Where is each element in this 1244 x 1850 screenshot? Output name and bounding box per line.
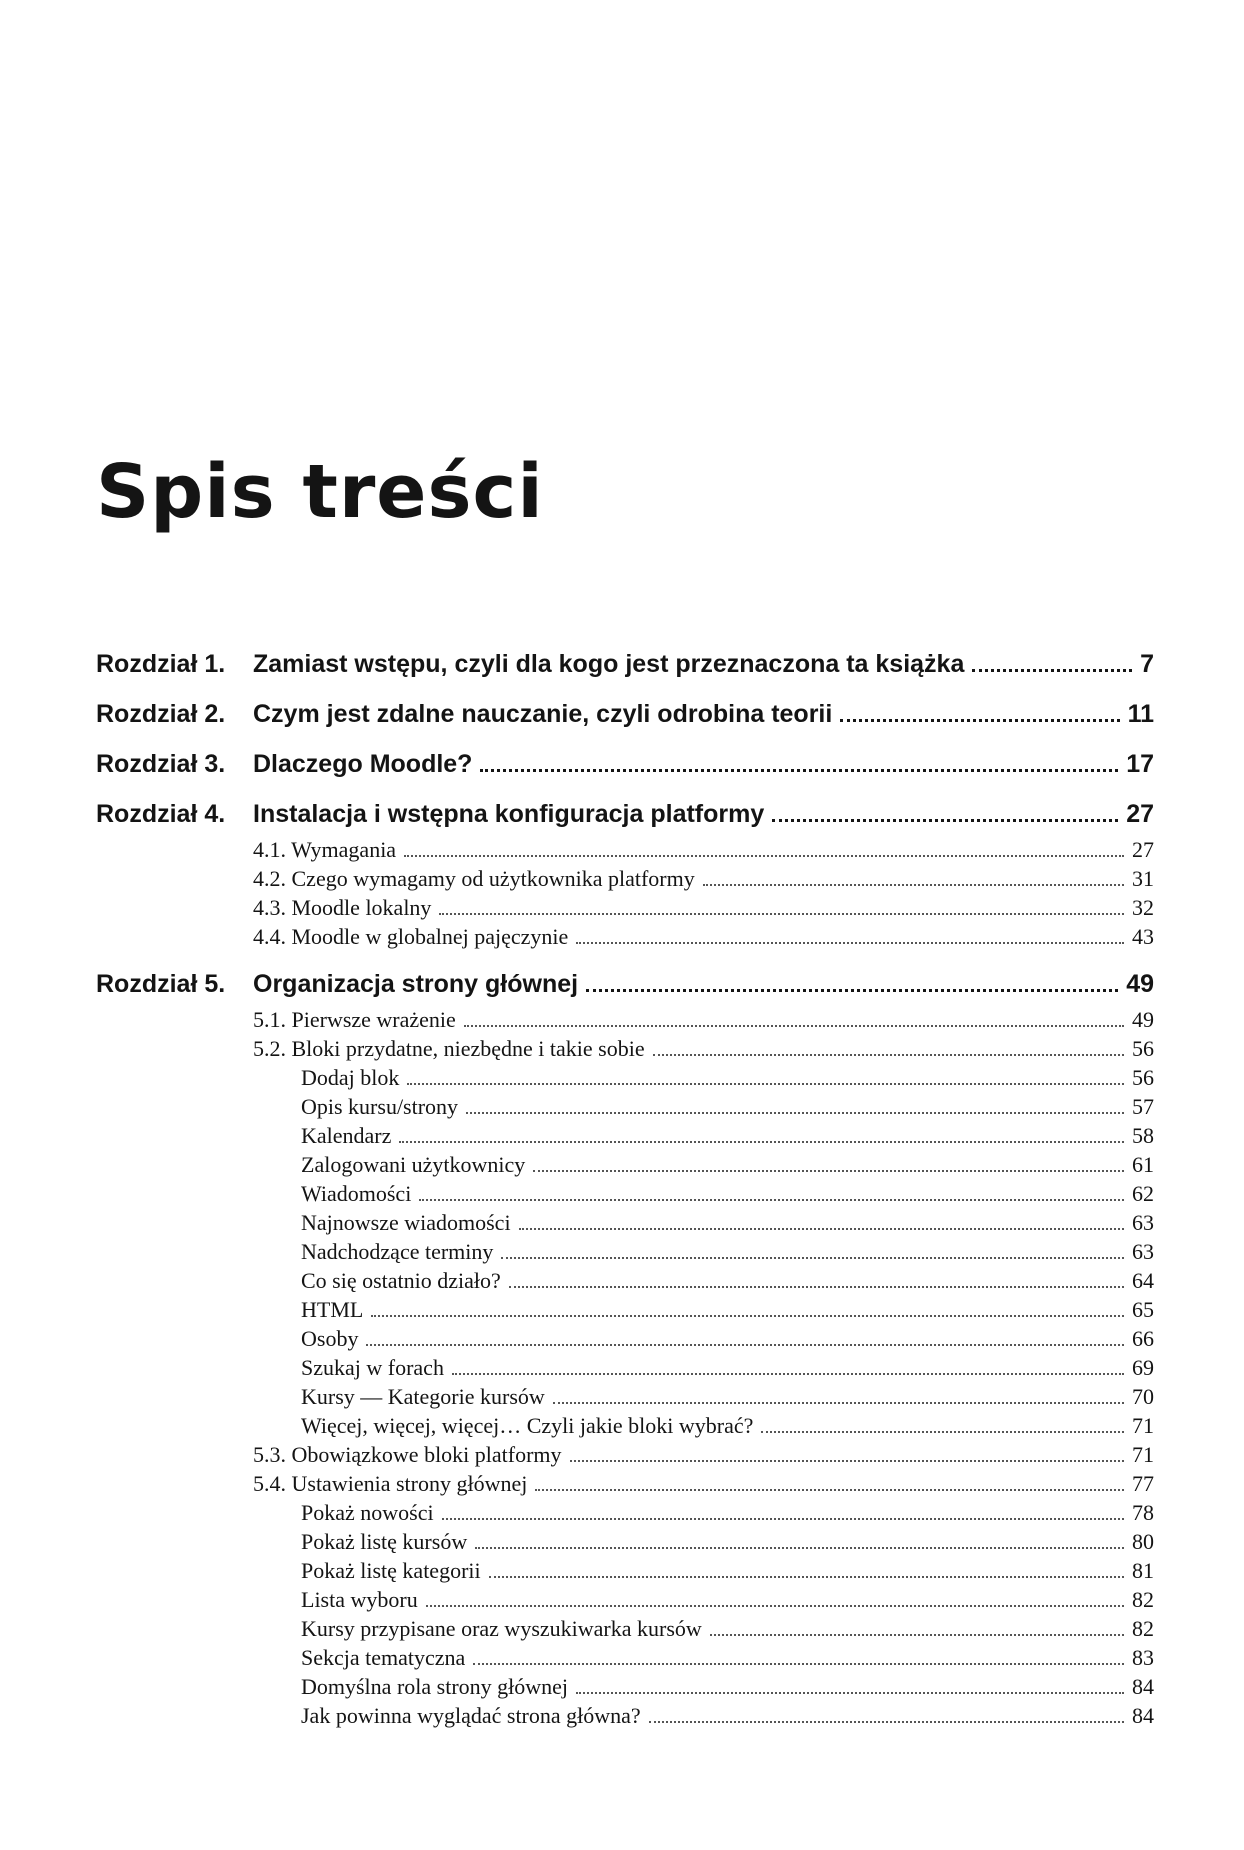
- chapter-number: Rozdział 2.: [96, 700, 226, 728]
- section-page-number: 66: [1132, 1326, 1154, 1351]
- toc-chapter: [96, 748, 1154, 781]
- subsection-entry[interactable]: [301, 1092, 1154, 1121]
- chapter-entry[interactable]: [96, 798, 1154, 831]
- section-title: Jak powinna wyglądać strona główna?: [301, 1703, 641, 1728]
- section-title: Pokaż listę kategorii: [301, 1558, 481, 1583]
- dot-leader: [371, 1315, 1124, 1317]
- section-title: Nadchodzące terminy: [301, 1239, 494, 1264]
- section-page-number: 56: [1132, 1036, 1154, 1061]
- toc-chapter: [96, 798, 1154, 951]
- section-page-number: 78: [1132, 1500, 1154, 1525]
- dot-leader: [570, 1460, 1124, 1462]
- subsection-entry[interactable]: [301, 1382, 1154, 1411]
- section-page-number: 80: [1132, 1529, 1154, 1554]
- section-title: Kursy przypisane oraz wyszukiwarka kursów: [301, 1616, 702, 1641]
- subsection-entry[interactable]: [301, 1324, 1154, 1353]
- dot-leader: [710, 1634, 1124, 1636]
- section-title: 4.2. Czego wymagamy od użytkownika platformy: [253, 866, 695, 891]
- section-page-number: 27: [1132, 837, 1154, 862]
- section-title: 4.1. Wymagania: [253, 837, 397, 862]
- section-title: Pokaż nowości: [301, 1500, 434, 1525]
- section-title: Kalendarz: [301, 1123, 392, 1148]
- section-page-number: 63: [1132, 1239, 1154, 1264]
- subsection-entry[interactable]: [301, 1614, 1154, 1643]
- section-page-number: 71: [1132, 1413, 1154, 1438]
- section-page-number: 81: [1132, 1558, 1154, 1583]
- subsection-entry[interactable]: [301, 1150, 1154, 1179]
- chapter-page-number: 7: [1140, 650, 1154, 678]
- subsection-entry[interactable]: [301, 1585, 1154, 1614]
- section-page-number: 77: [1132, 1471, 1154, 1496]
- section-title: Domyślna rola strony głównej: [301, 1674, 569, 1699]
- section-list: [96, 1005, 1154, 1730]
- toc-chapter: [96, 968, 1154, 1730]
- section-entry[interactable]: [253, 835, 1154, 864]
- dot-leader: [649, 1721, 1124, 1723]
- subsection-entry[interactable]: [301, 1237, 1154, 1266]
- chapter-entry[interactable]: [96, 648, 1154, 681]
- dot-leader: [404, 855, 1124, 857]
- chapter-page-number: 11: [1127, 700, 1154, 728]
- dot-leader: [399, 1141, 1124, 1143]
- section-page-number: 49: [1132, 1007, 1154, 1032]
- dot-leader: [761, 1431, 1124, 1433]
- chapter-title: Czym jest zdalne nauczanie, czyli odrobina teorii: [253, 700, 833, 728]
- section-title: Sekcja tematyczna: [301, 1645, 466, 1670]
- dot-leader: [480, 769, 1118, 772]
- section-title: Lista wyboru: [301, 1587, 418, 1612]
- section-page-number: 31: [1132, 866, 1154, 891]
- subsection-entry[interactable]: [301, 1411, 1154, 1440]
- dot-leader: [772, 819, 1118, 822]
- section-page-number: 57: [1132, 1094, 1154, 1119]
- chapter-title: Dlaczego Moodle?: [253, 750, 473, 778]
- dot-leader: [533, 1170, 1124, 1172]
- section-page-number: 43: [1132, 924, 1154, 949]
- dot-leader: [366, 1344, 1124, 1346]
- section-title: Wiadomości: [301, 1181, 412, 1206]
- chapter-title: Instalacja i wstępna konfiguracja platformy: [253, 800, 765, 828]
- subsection-entry[interactable]: [301, 1063, 1154, 1092]
- section-entry[interactable]: [253, 1469, 1154, 1498]
- section-title: 4.4. Moodle w globalnej pajęczynie: [253, 924, 569, 949]
- dot-leader: [586, 989, 1118, 992]
- section-title: Najnowsze wiadomości: [301, 1210, 511, 1235]
- section-page-number: 58: [1132, 1123, 1154, 1148]
- subsection-entry[interactable]: [301, 1179, 1154, 1208]
- section-page-number: 63: [1132, 1210, 1154, 1235]
- subsection-entry[interactable]: [301, 1498, 1154, 1527]
- section-page-number: 71: [1132, 1442, 1154, 1467]
- section-page-number: 83: [1132, 1645, 1154, 1670]
- section-title: Co się ostatnio działo?: [301, 1268, 501, 1293]
- dot-leader: [535, 1489, 1124, 1491]
- section-title: 5.2. Bloki przydatne, niezbędne i takie sobie: [253, 1036, 645, 1061]
- subsection-entry[interactable]: [301, 1295, 1154, 1324]
- section-entry[interactable]: [253, 922, 1154, 951]
- dot-leader: [475, 1547, 1124, 1549]
- dot-leader: [501, 1257, 1124, 1259]
- chapter-page-number: 49: [1126, 970, 1154, 998]
- subsection-entry[interactable]: [301, 1556, 1154, 1585]
- dot-leader: [439, 913, 1124, 915]
- section-page-number: 84: [1132, 1674, 1154, 1699]
- section-title: Zalogowani użytkownicy: [301, 1152, 526, 1177]
- dot-leader: [426, 1605, 1124, 1607]
- section-title: 5.4. Ustawienia strony głównej: [253, 1471, 528, 1496]
- toc-chapter: [96, 698, 1154, 731]
- section-title: 5.1. Pierwsze wrażenie: [253, 1007, 456, 1032]
- section-page-number: 64: [1132, 1268, 1154, 1293]
- chapter-number: Rozdział 4.: [96, 800, 226, 828]
- dot-leader: [703, 884, 1124, 886]
- section-page-number: 32: [1132, 895, 1154, 920]
- chapter-number: Rozdział 5.: [96, 970, 226, 998]
- dot-leader: [407, 1083, 1124, 1085]
- section-page-number: 69: [1132, 1355, 1154, 1380]
- dot-leader: [840, 719, 1119, 722]
- dot-leader: [419, 1199, 1124, 1201]
- dot-leader: [464, 1025, 1124, 1027]
- section-title: HTML: [301, 1297, 364, 1322]
- chapter-entry[interactable]: [96, 698, 1154, 731]
- section-title: Pokaż listę kursów: [301, 1529, 468, 1554]
- dot-leader: [466, 1112, 1124, 1114]
- page-title: Spis treści: [96, 449, 544, 535]
- dot-leader: [473, 1663, 1124, 1665]
- section-page-number: 84: [1132, 1703, 1154, 1728]
- section-page-number: 65: [1132, 1297, 1154, 1322]
- section-title: Kursy — Kategorie kursów: [301, 1384, 545, 1409]
- chapter-number: Rozdział 3.: [96, 750, 226, 778]
- section-title: 4.3. Moodle lokalny: [253, 895, 432, 920]
- section-page-number: 82: [1132, 1616, 1154, 1641]
- section-title: 5.3. Obowiązkowe bloki platformy: [253, 1442, 562, 1467]
- subsection-entry[interactable]: [301, 1527, 1154, 1556]
- section-page-number: 61: [1132, 1152, 1154, 1177]
- chapter-page-number: 27: [1126, 800, 1154, 828]
- section-page-number: 70: [1132, 1384, 1154, 1409]
- subsection-entry[interactable]: [301, 1121, 1154, 1150]
- dot-leader: [442, 1518, 1124, 1520]
- section-page-number: 56: [1132, 1065, 1154, 1090]
- table-of-contents: [96, 648, 1154, 1747]
- chapter-page-number: 17: [1126, 750, 1154, 778]
- chapter-entry[interactable]: [96, 748, 1154, 781]
- section-entry[interactable]: [253, 893, 1154, 922]
- dot-leader: [553, 1402, 1124, 1404]
- section-page-number: 62: [1132, 1181, 1154, 1206]
- section-page-number: 82: [1132, 1587, 1154, 1612]
- section-title: Dodaj blok: [301, 1065, 400, 1090]
- dot-leader: [653, 1054, 1124, 1056]
- chapter-title: Zamiast wstępu, czyli dla kogo jest przeznaczona ta książka: [253, 650, 965, 678]
- section-title: Opis kursu/strony: [301, 1094, 459, 1119]
- dot-leader: [576, 1692, 1124, 1694]
- section-entry[interactable]: [253, 864, 1154, 893]
- subsection-entry[interactable]: [301, 1643, 1154, 1672]
- section-title: Więcej, więcej, więcej… Czyli jakie bloki wybrać?: [301, 1413, 754, 1438]
- section-entry[interactable]: [253, 1034, 1154, 1063]
- section-title: Szukaj w forach: [301, 1355, 444, 1380]
- subsection-entry[interactable]: [301, 1266, 1154, 1295]
- dot-leader: [489, 1576, 1124, 1578]
- dot-leader: [509, 1286, 1124, 1288]
- subsection-entry[interactable]: [301, 1208, 1154, 1237]
- toc-chapter: [96, 648, 1154, 681]
- dot-leader: [576, 942, 1124, 944]
- subsection-entry[interactable]: [301, 1701, 1154, 1730]
- chapter-title: Organizacja strony głównej: [253, 970, 579, 998]
- chapter-entry[interactable]: [96, 968, 1154, 1001]
- dot-leader: [452, 1373, 1124, 1375]
- chapter-number: Rozdział 1.: [96, 650, 226, 678]
- section-entry[interactable]: [253, 1440, 1154, 1469]
- dot-leader: [972, 669, 1132, 672]
- subsection-entry[interactable]: [301, 1672, 1154, 1701]
- subsection-entry[interactable]: [301, 1353, 1154, 1382]
- section-list: [96, 835, 1154, 951]
- section-title: Osoby: [301, 1326, 359, 1351]
- dot-leader: [519, 1228, 1124, 1230]
- section-entry[interactable]: [253, 1005, 1154, 1034]
